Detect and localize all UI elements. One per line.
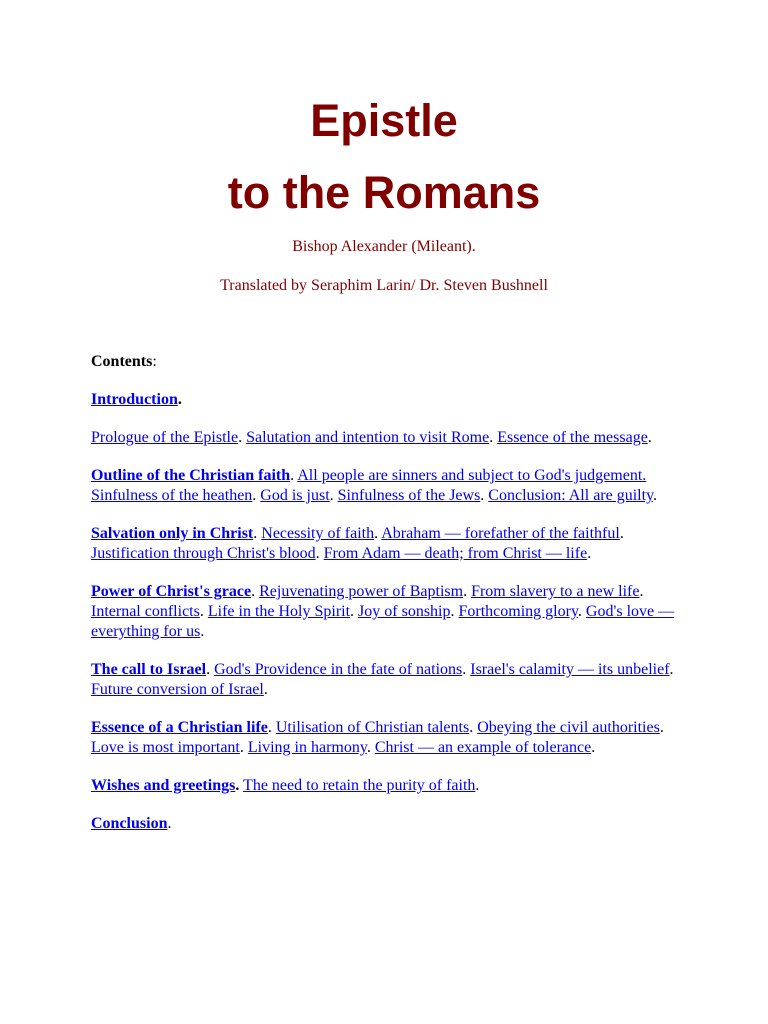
separator: . (669, 661, 674, 678)
toc-link-obeying-the-civil-authorities[interactable]: Obeying the civil authorities (477, 719, 660, 736)
separator: . (480, 487, 485, 504)
toc-link-joy-of-sonship[interactable]: Joy of sonship (358, 603, 451, 620)
table-of-contents (91, 352, 691, 852)
toc-link-from-adam-death-from-christ-life[interactable]: From Adam — death; from Christ — life (323, 545, 588, 562)
toc-link-all-people-are-sinners-and-subject-to-go[interactable]: All people are sinners and subject to God's judgement. Sinfulness of the heathen (91, 467, 647, 504)
toc-link-god-is-just[interactable]: God is just (260, 487, 330, 504)
separator: . (200, 623, 205, 640)
toc-section (91, 660, 691, 700)
toc-link-sinfulness-of-the-jews[interactable]: Sinfulness of the Jews (337, 487, 481, 504)
separator: . (206, 661, 211, 678)
separator: . (587, 545, 592, 562)
separator: . (263, 681, 268, 698)
toc-link-essence-of-the-message[interactable]: Essence of the message (497, 429, 648, 446)
toc-section (91, 466, 691, 506)
toc-link-from-slavery-to-a-new-life[interactable]: From slavery to a new life (471, 583, 640, 600)
separator: . (350, 603, 355, 620)
separator: . (653, 487, 658, 504)
separator: . (315, 545, 320, 562)
toc-link-god-s-love-everything-for-us[interactable]: God's love — everything for us (91, 603, 675, 640)
author-line: Bishop Alexander (Mileant). (292, 238, 476, 255)
separator: . (469, 719, 474, 736)
separator: . (374, 525, 379, 542)
separator: . (329, 487, 334, 504)
toc-link-christ-an-example-of-tolerance[interactable]: Christ — an example of tolerance (374, 739, 592, 756)
toc-link-future-conversion-of-israel[interactable]: Future conversion of Israel (91, 681, 264, 698)
separator: . (647, 429, 652, 446)
separator: . (659, 719, 664, 736)
separator: . (366, 739, 371, 756)
toc-link-living-in-harmony[interactable]: Living in harmony (247, 739, 367, 756)
toc-link-israel-s-calamity-its-unbelief[interactable]: Israel's calamity — its unbelief (470, 661, 670, 678)
separator: . (619, 525, 624, 542)
toc-sections (91, 390, 691, 834)
separator: . (475, 777, 480, 794)
toc-link-god-s-providence-in-the-fate-of-nations[interactable]: God's Providence in the fate of nations (214, 661, 463, 678)
toc-link-prologue-of-the-epistle[interactable]: Prologue of the Epistle (91, 429, 239, 446)
toc-heading-link-the-call-to-israel[interactable]: The call to Israel (91, 661, 207, 678)
toc-heading-link-wishes-and-greetings[interactable]: Wishes and greetings (91, 777, 236, 794)
separator: . (253, 525, 258, 542)
toc-link-rejuvenating-power-of-baptism[interactable]: Rejuvenating power of Baptism (259, 583, 464, 600)
toc-heading-link-essence-of-a-christian-life[interactable]: Essence of a Christian life (91, 719, 268, 736)
contents-heading: Contents: (91, 353, 157, 370)
toc-link-conclusion-all-are-guilty[interactable]: Conclusion: All are guilty (488, 487, 654, 504)
toc-link-salutation-and-intention-to-visit-rome[interactable]: Salutation and intention to visit Rome (246, 429, 490, 446)
toc-link-necessity-of-faith[interactable]: Necessity of faith (261, 525, 375, 542)
separator: . (591, 739, 596, 756)
separator: . (167, 815, 172, 832)
separator: . (239, 739, 244, 756)
toc-link-forthcoming-glory[interactable]: Forthcoming glory (458, 603, 578, 620)
separator: . (252, 487, 257, 504)
toc-link-love-is-most-important[interactable]: Love is most important (91, 739, 240, 756)
toc-section (91, 524, 691, 564)
toc-section (91, 776, 691, 796)
separator: . (267, 719, 272, 736)
title-line-1: Epistle (310, 95, 458, 146)
separator: . (489, 429, 494, 446)
separator: . (235, 777, 240, 794)
toc-section (91, 718, 691, 758)
toc-link-the-need-to-retain-the-purity-of-faith[interactable]: The need to retain the purity of faith (243, 777, 476, 794)
toc-heading-link-introduction[interactable]: Introduction (91, 391, 178, 408)
contents-label: Contents (91, 353, 153, 370)
toc-link-life-in-the-holy-spirit[interactable]: Life in the Holy Spirit (207, 603, 351, 620)
separator: . (450, 603, 455, 620)
separator: . (463, 583, 468, 600)
toc-link-internal-conflicts[interactable]: Internal conflicts (91, 603, 200, 620)
toc-section (91, 390, 691, 410)
toc-link-abraham-forefather-of-the-faithful[interactable]: Abraham — forefather of the faithful (381, 525, 620, 542)
separator: . (462, 661, 467, 678)
separator: . (199, 603, 204, 620)
separator: . (251, 583, 256, 600)
separator: . (577, 603, 582, 620)
toc-heading-link-conclusion[interactable]: Conclusion (91, 815, 168, 832)
toc-heading-link-outline-of-the-christian-faith[interactable]: Outline of the Christian faith (91, 467, 291, 484)
toc-heading-link-power-of-christ-s-grace[interactable]: Power of Christ's grace (91, 583, 252, 600)
title-line-2: to the Romans (227, 167, 541, 218)
separator: . (177, 391, 182, 408)
translator-line: Translated by Seraphim Larin/ Dr. Steven Bushnell (220, 277, 548, 294)
toc-section (91, 428, 691, 448)
separator: . (639, 583, 644, 600)
toc-section (91, 582, 691, 642)
separator: . (238, 429, 243, 446)
toc-heading-link-salvation-only-in-christ[interactable]: Salvation only in Christ (91, 525, 254, 542)
toc-link-utilisation-of-christian-talents[interactable]: Utilisation of Christian talents (275, 719, 470, 736)
toc-section (91, 814, 691, 834)
toc-link-justification-through-christ-s-blood[interactable]: Justification through Christ's blood (91, 545, 316, 562)
separator: . (290, 467, 295, 484)
